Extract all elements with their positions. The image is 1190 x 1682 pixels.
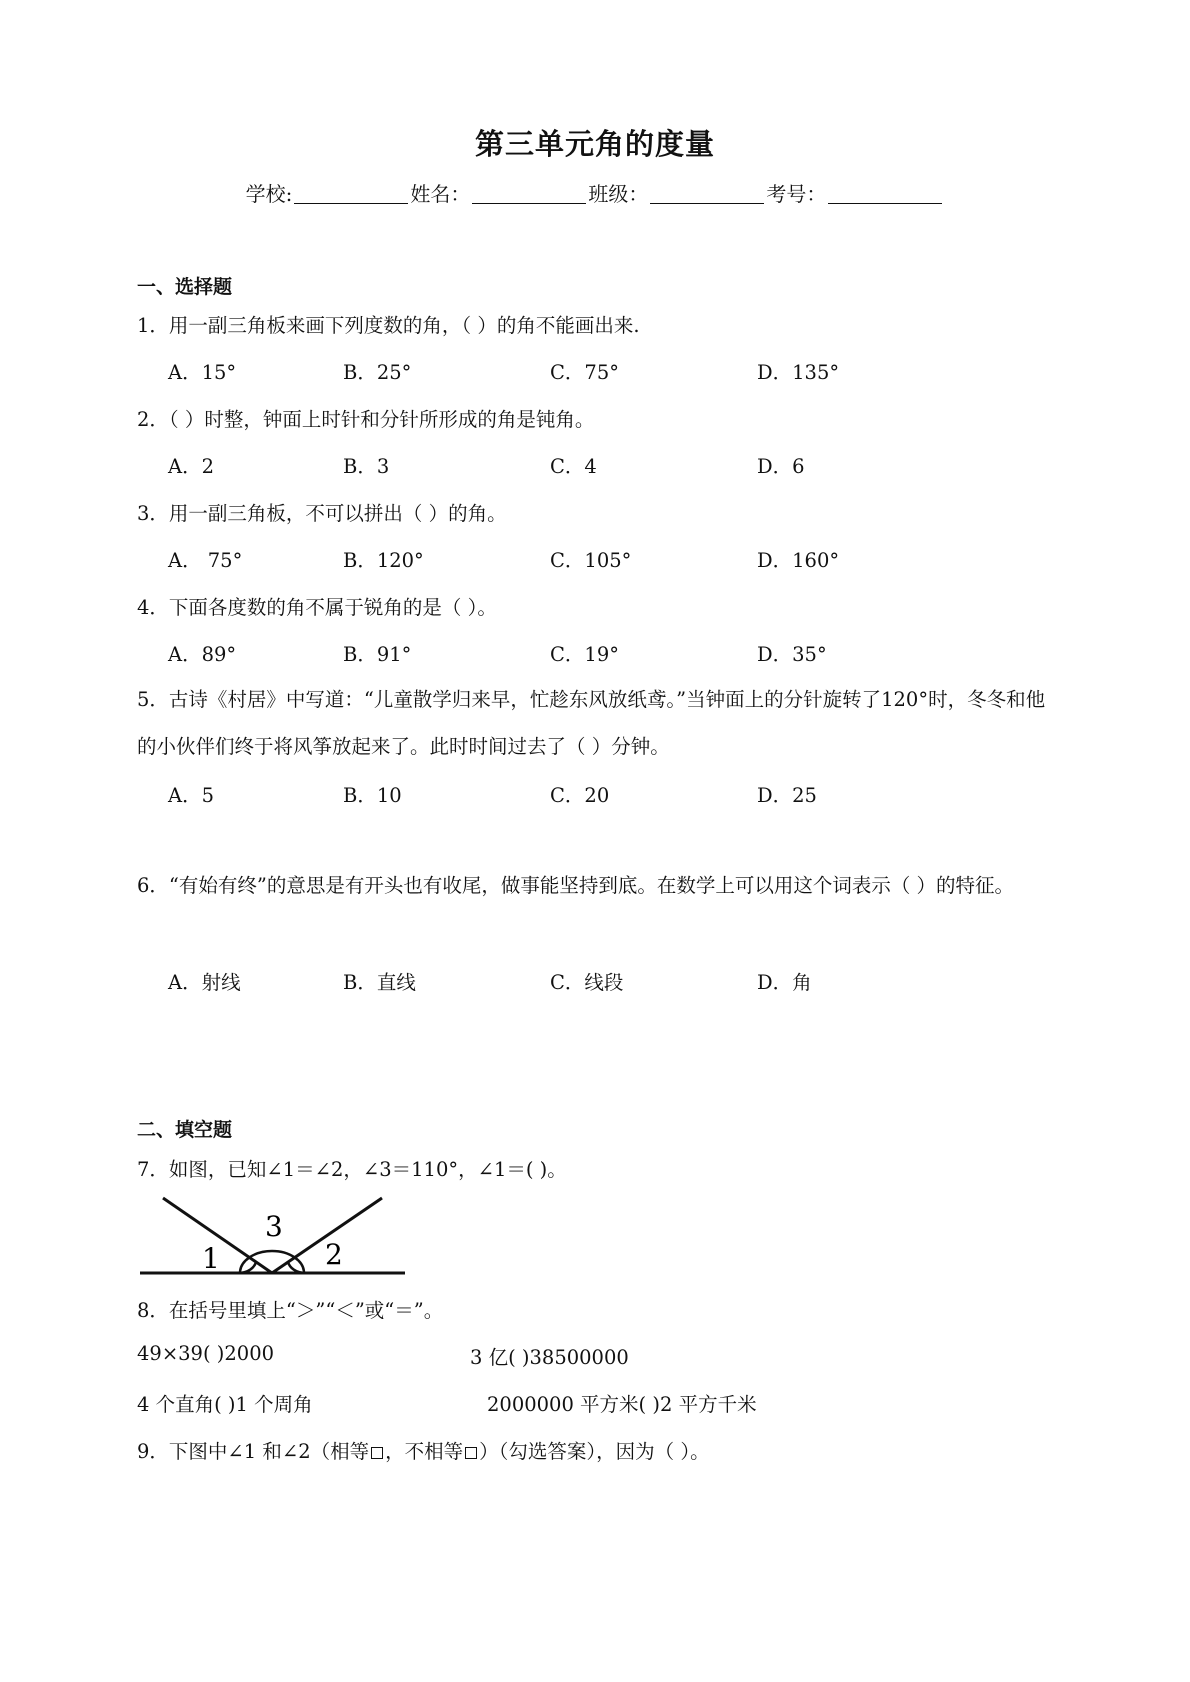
exam-no-label: 考号： bbox=[766, 182, 827, 206]
option-b[interactable]: B．25° bbox=[343, 361, 412, 384]
angle-figure bbox=[130, 1190, 420, 1280]
question-9 bbox=[137, 1436, 710, 1464]
option-c[interactable]: C．4 bbox=[550, 455, 597, 478]
question-1: 1．用一副三角板来画下列度数的角，（ ）的角不能画出来. bbox=[137, 314, 640, 337]
option-c[interactable]: C．线段 bbox=[550, 971, 624, 994]
option-c[interactable]: C．19° bbox=[550, 643, 619, 666]
option-c[interactable]: C．105° bbox=[550, 549, 632, 572]
class-blank[interactable] bbox=[650, 202, 764, 204]
option-d[interactable]: D．25 bbox=[757, 784, 817, 807]
option-b[interactable]: B．10 bbox=[343, 784, 402, 807]
student-info-line bbox=[0, 178, 1190, 207]
compare-item-2[interactable]: 3 亿( )38500000 bbox=[470, 1346, 629, 1369]
question-6: 6．“有始有终”的意思是有开头也有收尾，做事能坚持到底。在数学上可以用这个词表示（ ）的特征。 bbox=[137, 874, 1015, 897]
option-b[interactable]: B．直线 bbox=[343, 971, 416, 994]
compare-item-3[interactable]: 4 个直角( )1 个周角 bbox=[137, 1393, 313, 1416]
option-a[interactable]: A．射线 bbox=[168, 971, 241, 994]
name-blank[interactable] bbox=[472, 202, 586, 204]
class-label: 班级： bbox=[588, 182, 649, 206]
compare-item-4[interactable]: 2000000 平方米( )2 平方千米 bbox=[487, 1393, 757, 1416]
question-9-prefix: 9．下图中∠1 和∠2（相等 bbox=[137, 1440, 370, 1463]
option-b[interactable]: B．120° bbox=[343, 549, 424, 572]
option-a[interactable]: A．5 bbox=[168, 784, 214, 807]
page-title: 第三单元角的度量 bbox=[474, 127, 715, 161]
question-5: 5．古诗《村居》中写道：“儿童散学归来早，忙趁东风放纸鸢。”当钟面上的分针旋转了120°时，冬冬和他的小伙伴们终于将风筝放起来了。此时时间过去了（ ）分钟。 bbox=[137, 688, 1046, 758]
option-d[interactable]: D．35° bbox=[757, 643, 827, 666]
school-label: 学校: bbox=[245, 182, 293, 206]
option-c[interactable]: C．20 bbox=[550, 784, 610, 807]
option-a[interactable]: A．89° bbox=[168, 643, 237, 666]
question-4: 4．下面各度数的角不属于锐角的是（ ）。 bbox=[137, 596, 497, 619]
option-d[interactable]: D．6 bbox=[757, 455, 805, 478]
question-2: 2．（ ）时整，钟面上时针和分针所形成的角是钝角。 bbox=[137, 408, 595, 431]
option-a[interactable]: A．15° bbox=[168, 361, 237, 384]
option-c[interactable]: C．75° bbox=[550, 361, 619, 384]
option-a[interactable]: A． 75° bbox=[168, 549, 243, 572]
section-fill-heading: 二、填空题 bbox=[137, 1119, 233, 1141]
section-choice-heading: 一、选择题 bbox=[137, 276, 233, 298]
not-equal-checkbox[interactable] bbox=[465, 1447, 477, 1459]
option-d[interactable]: D．160° bbox=[757, 549, 840, 572]
option-d[interactable]: D．135° bbox=[757, 361, 840, 384]
compare-item-1[interactable]: 49×39( )2000 bbox=[137, 1342, 275, 1365]
option-d[interactable]: D．角 bbox=[757, 971, 812, 994]
equal-checkbox[interactable] bbox=[371, 1447, 383, 1459]
option-b[interactable]: B．3 bbox=[343, 455, 390, 478]
name-label: 姓名： bbox=[410, 182, 471, 206]
angle-label-2: 2 bbox=[325, 1238, 343, 1271]
question-9-suffix: ）（勾选答案），因为（ ）。 bbox=[479, 1440, 710, 1463]
question-7: 7．如图，已知∠1＝∠2，∠3＝110°，∠1＝( )。 bbox=[137, 1158, 567, 1181]
option-b[interactable]: B．91° bbox=[343, 643, 412, 666]
question-8: 8．在括号里填上“＞”“＜”或“＝”。 bbox=[137, 1299, 444, 1322]
school-blank[interactable] bbox=[294, 202, 408, 204]
question-3: 3．用一副三角板，不可以拼出（ ）的角。 bbox=[137, 502, 507, 525]
angle-label-1: 1 bbox=[202, 1242, 220, 1275]
option-a[interactable]: A．2 bbox=[168, 455, 214, 478]
question-9-middle: ，不相等 bbox=[385, 1440, 464, 1463]
exam-no-blank[interactable] bbox=[828, 202, 942, 204]
angle-label-3: 3 bbox=[265, 1210, 283, 1243]
